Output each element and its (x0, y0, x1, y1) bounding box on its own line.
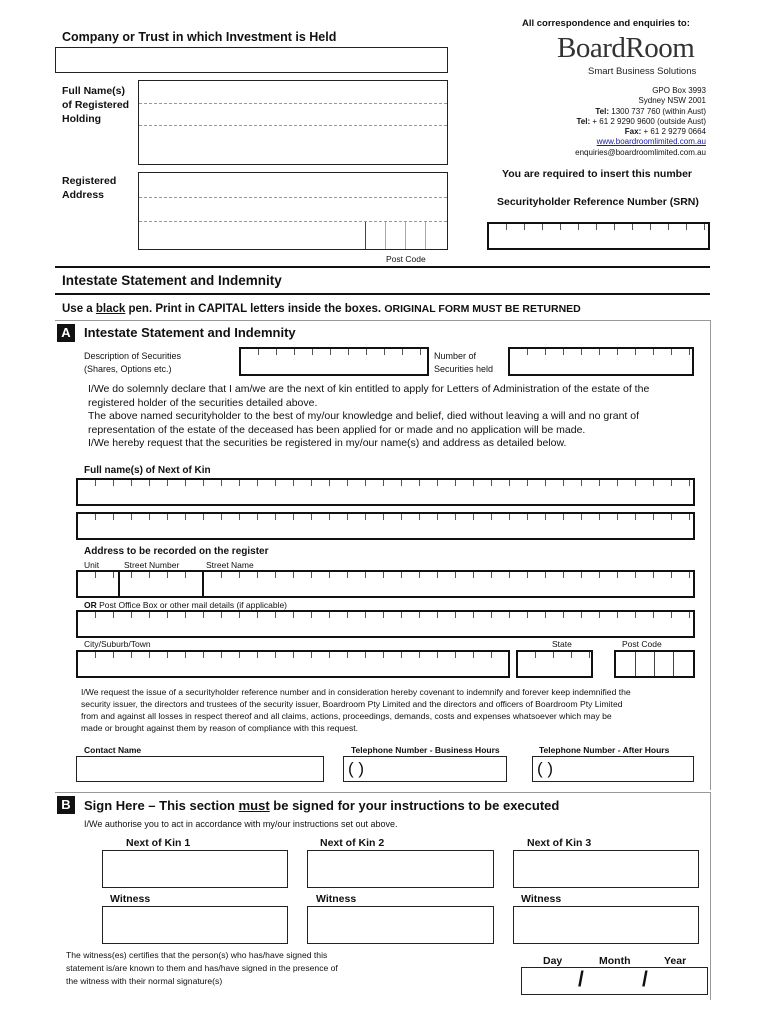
declaration-text: I/We do solemnly declare that I am/we are the next of kin entitled to apply for Letters of Administration of the estate of the registered holder of the securities detailed above. The above named securityholder to the best of my/our knowledge and belief, died without leaving a will and no grant of representation of the estate of the deceased has been applied for or made and no application will be made. I/We hereby request that the securities be registered in my/our name(s) and address as detailed below. (88, 383, 650, 449)
description-input[interactable] (239, 347, 429, 376)
registered-address-input[interactable] (138, 172, 448, 250)
witness-2-label: Witness (316, 893, 357, 905)
street-address-input[interactable] (76, 570, 695, 598)
postcode-label: Post Code (622, 639, 662, 649)
correspondence-heading: All correspondence and enquiries to: (522, 18, 690, 29)
number-held-input[interactable] (508, 347, 694, 376)
instructions: Use a black pen. Print in CAPITAL letters inside the boxes. ORIGINAL FORM MUST BE RETURNED (62, 303, 581, 315)
indemnity-text: I/We request the issue of a securityholder reference number and in consideration hereby covenant to indemnify and forever keep indemnified the security issuer, the directors and trustees of the security issuer, Boardroom Pty Limited and the directors and officers of Boardroom Pty Limited from and against all losses in respect thereof and all claims, actions, proceedings, demands, costs and expenses whatsoever which may be made or brought against them by reason of compliance with this request. (81, 687, 631, 733)
po-box-input[interactable] (76, 610, 695, 638)
registered-address-label: Registered Address (62, 175, 117, 201)
srn-required-note: You are required to insert this number (502, 168, 693, 180)
tel-outside: Tel: + 61 2 9290 9600 (outside Aust) (576, 116, 706, 126)
unit-label: Unit (84, 560, 100, 570)
email-address[interactable]: enquiries@boardroomlimited.com.au (575, 147, 706, 157)
date-slash: / (578, 968, 584, 991)
month-label: Month (599, 955, 631, 967)
fax-line: Fax: + 61 2 9279 0664 (624, 127, 706, 137)
paren: ( ) (348, 759, 365, 778)
number-held-label: Number of Securities held (434, 351, 494, 374)
witness-3-label: Witness (521, 893, 562, 905)
srn-input[interactable] (487, 222, 710, 250)
website-link[interactable]: www.boardroomlimited.com.au (596, 137, 706, 147)
tel-business-input[interactable] (343, 756, 507, 782)
date-slash: / (642, 968, 648, 991)
boardroom-logo: BoardRoom (557, 32, 695, 64)
witness-1-signature[interactable] (102, 906, 288, 944)
witness-1-label: Witness (110, 893, 151, 905)
city-label: City/Suburb/Town (84, 639, 151, 649)
section-b-letter: B (57, 796, 75, 814)
tel-after-input[interactable] (532, 756, 694, 782)
paren: ( ) (537, 759, 554, 778)
address-label: Address to be recorded on the register (84, 546, 269, 557)
next-of-kin-3-signature[interactable] (513, 850, 699, 888)
company-trust-label: Company or Trust in which Investment is Held (62, 30, 337, 44)
next-of-kin-label: Full name(s) of Next of Kin (84, 465, 211, 476)
section-b-title: Sign Here – This section must be signed for your instructions to be executed (84, 798, 560, 813)
full-names-label: Full Name(s) of Registered Holding (62, 85, 130, 125)
witness-2-signature[interactable] (307, 906, 494, 944)
po-box-label: OR Post Office Box or other mail details (if applicable) (84, 600, 287, 610)
next-of-kin-3-label: Next of Kin 3 (527, 837, 592, 849)
next-of-kin-input-1[interactable] (76, 478, 695, 506)
full-names-input[interactable] (138, 80, 448, 165)
po-box: GPO Box 3993 (652, 86, 706, 95)
divider (55, 293, 710, 295)
city-line: Sydney NSW 2001 (638, 96, 706, 106)
date-input[interactable] (521, 967, 708, 995)
day-label: Day (543, 955, 563, 967)
next-of-kin-1-signature[interactable] (102, 850, 288, 888)
tel-after-label: Telephone Number - After Hours (539, 745, 670, 755)
divider (55, 266, 710, 268)
witness-3-signature[interactable] (513, 906, 699, 944)
section-a-title: Intestate Statement and Indemnity (84, 325, 296, 340)
street-name-label: Street Name (206, 560, 254, 570)
next-of-kin-input-2[interactable] (76, 512, 695, 540)
tel-business-label: Telephone Number - Business Hours (351, 745, 500, 755)
year-label: Year (664, 955, 687, 967)
postcode-input[interactable] (614, 650, 695, 678)
contact-name-label: Contact Name (84, 745, 142, 755)
contact-address-block (466, 86, 706, 158)
state-input[interactable] (516, 650, 593, 678)
next-of-kin-2-label: Next of Kin 2 (320, 837, 385, 849)
srn-label: Securityholder Reference Number (SRN) (497, 196, 699, 208)
street-number-label: Street Number (124, 560, 180, 570)
company-trust-input[interactable] (55, 47, 448, 73)
description-label: Description of Securities (Shares, Options etc.) (84, 351, 182, 374)
state-label: State (552, 639, 572, 649)
section-a-letter: A (57, 324, 75, 342)
contact-name-input[interactable] (76, 756, 324, 782)
post-code-label: Post Code (386, 254, 426, 264)
next-of-kin-2-signature[interactable] (307, 850, 494, 888)
authorise-text: I/We authorise you to act in accordance with my/our instructions set out above. (84, 819, 398, 829)
form-title: Intestate Statement and Indemnity (62, 273, 282, 288)
tel-within: Tel: 1300 737 760 (within Aust) (595, 106, 706, 116)
logo-tagline: Smart Business Solutions (588, 66, 697, 77)
next-of-kin-1-label: Next of Kin 1 (126, 837, 191, 849)
witness-note: The witness(es) certifies that the person(s) who has/have signed this statement is/are known to them and has/have signed in the presence of the witness with their normal signature(s) (66, 950, 338, 986)
city-input[interactable] (76, 650, 510, 678)
